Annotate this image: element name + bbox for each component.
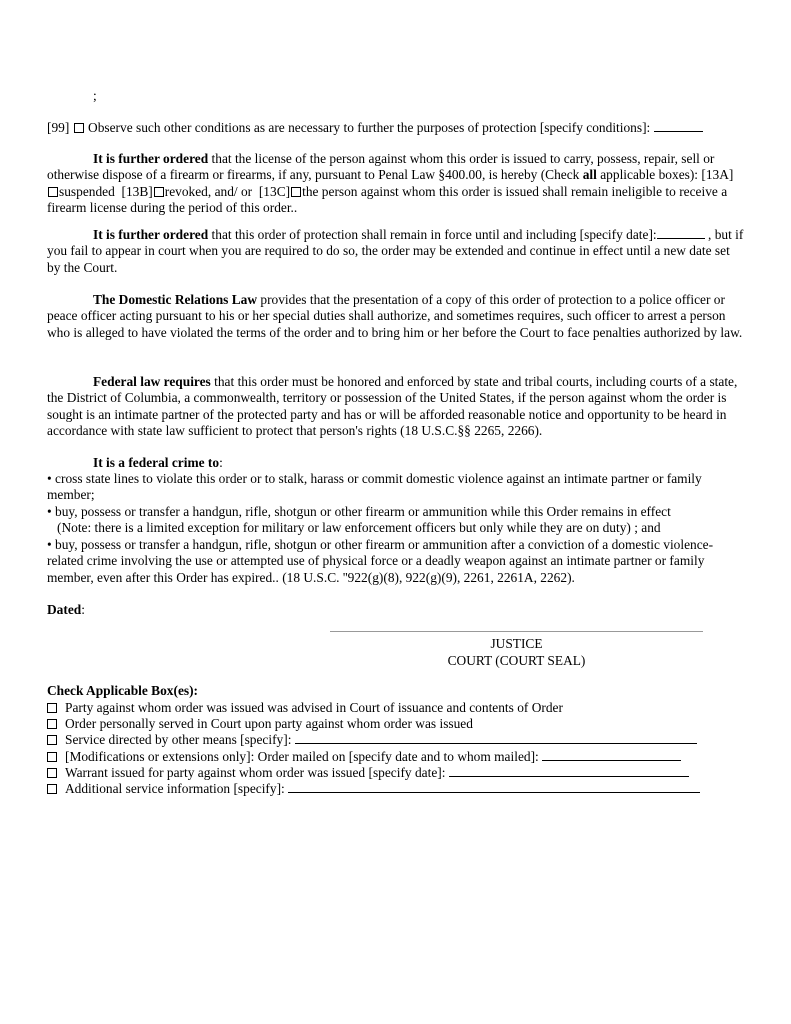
conditions-blank[interactable] (654, 120, 703, 132)
crime-colon: : (219, 455, 223, 470)
crime-bullet-2-note: (Note: there is a limited exception for military or law enforcement officers but only while they are on duty) ; and (57, 520, 661, 535)
duration-text-2: , but if you fail to appear in court when you are required to do so, the order may be extended and continue in effect until a new date set by the Court. (47, 227, 744, 275)
checkbox-13b[interactable] (154, 187, 164, 197)
crime-lead: It is a federal crime to (93, 455, 220, 470)
revoked-label: revoked, and/ or (164, 183, 253, 199)
ineligible-label: the person against whom this order is issued shall remain ineligible to receive a firearm license during the period of this order.. (47, 183, 728, 216)
checkbox-99[interactable] (74, 123, 84, 133)
dated-label: Dated (47, 602, 82, 617)
checklist-item-additional (47, 781, 737, 797)
code-13b: [13B] (121, 183, 153, 199)
drl-text: provides that the presentation of a copy of this order of protection to a police officer or peace officer acting pursuant to his or her special duties shall authorize, and sometimes requires, such officer to arrest a person who is alleged to have violated the terms of the order and to bring him or her before the Court to face penalties authorized by law. (47, 292, 743, 340)
checklist-item-other-means (47, 732, 737, 748)
duration-lead: It is further ordered (93, 227, 209, 242)
code-13a: [13A] (701, 167, 734, 183)
dated-colon: : (81, 602, 85, 617)
checkbox-other-means[interactable] (47, 735, 57, 745)
checklist-label: [Modifications or extensions only]: Order mailed on [specify date and to whom mailed]: (65, 749, 539, 764)
checkbox-13c[interactable] (291, 187, 301, 197)
checkbox-advised[interactable] (47, 703, 57, 713)
checklist-item-warrant (47, 765, 737, 781)
condition-99 (47, 120, 744, 136)
other-means-blank[interactable] (295, 732, 697, 744)
crime-bullet-3: • buy, possess or transfer a handgun, rifle, shotgun or other firearm or ammunition after a conviction of a domestic violence-related crime involving the use or attempted use of physical force or a deadly weapon against an intimate partner or family member, even after this Order has expired.. (18 U.S.C. ''922(g)(8), 922(g)(9), 2261, 2261A, 2262). (47, 537, 714, 585)
license-text-2: applicable boxes): (600, 167, 699, 183)
warrant-date-blank[interactable] (449, 765, 689, 777)
license-lead: It is further ordered (93, 151, 209, 166)
federal-text: that this order must be honored and enforced by state and tribal courts, including courts of a state, the District of Columbia, a commonwealth, territory or possession of the United States, if the person against whom the order is sought is an intimate partner of the protected party and has or will be afforded reasonable notice and opportunity to be heard in accordance with state law sufficient to protect that person's rights (18 U.S.C.§§ 2265, 2266). (47, 374, 738, 439)
drl-lead: The Domestic Relations Law (93, 292, 258, 307)
checklist-item-mailed (47, 749, 737, 765)
court-seal-label: COURT (COURT SEAL) (447, 653, 586, 668)
additional-info-blank[interactable] (288, 781, 700, 793)
mailed-blank[interactable] (542, 749, 681, 761)
duration-paragraph (47, 227, 744, 276)
code-13c: [13C] (258, 183, 291, 199)
checkbox-warrant[interactable] (47, 768, 57, 778)
item-number: [99] (47, 120, 70, 135)
condition-99-text: Observe such other conditions as are necessary to further the purposes of protection [specify conditions]: (88, 120, 651, 135)
checklist-label: Warrant issued for party against whom order was issued [specify date]: (65, 765, 446, 780)
checklist-item-advised (47, 700, 737, 716)
checklist-label: Additional service information [specify]: (65, 781, 285, 796)
checklist-title (47, 683, 744, 699)
federal-law-paragraph (47, 374, 744, 440)
checklist-label: Service directed by other means [specify]: (65, 732, 292, 747)
justice-label: JUSTICE (490, 636, 543, 651)
dated-line (47, 602, 744, 618)
checkbox-served[interactable] (47, 719, 57, 729)
checklist-label: Party against whom order was issued was advised in Court of issuance and contents of Order (65, 700, 563, 715)
license-text-1: that the license of the person against whom this order is issued to carry, possess, repair, sell or otherwise dispose of a firearm or firearms, if any, pursuant to Penal Law §400.00, is hereby (Check (47, 151, 715, 183)
checkbox-mailed[interactable] (47, 752, 57, 762)
duration-text-1: that this order of protection shall remain in force until and including [specify date]: (211, 227, 657, 242)
license-all: all (582, 167, 597, 183)
checkbox-additional[interactable] (47, 784, 57, 794)
signature-line[interactable] (330, 631, 703, 632)
federal-crime-heading (47, 455, 744, 471)
suspended-label: suspended (59, 183, 115, 199)
semicolon-line: ; (93, 88, 97, 103)
license-paragraph (47, 151, 744, 217)
domestic-relations-paragraph (47, 292, 744, 341)
crime-bullet-1: • cross state lines to violate this order or to stalk, harass or commit domestic violence against an intimate partner or family member; (47, 471, 702, 503)
checklist-title-text: Check Applicable Box(es): (47, 683, 199, 698)
crime-bullet-2: • buy, possess or transfer a handgun, rifle, shotgun or other firearm or ammunition while this Order remains in effect (47, 504, 671, 519)
checklist-item-served (47, 716, 737, 732)
checkbox-13a[interactable] (48, 187, 58, 197)
expiry-date-blank[interactable] (657, 227, 705, 239)
checklist-label: Order personally served in Court upon party against whom order was issued (65, 716, 473, 731)
federal-lead: Federal law requires (93, 374, 211, 389)
